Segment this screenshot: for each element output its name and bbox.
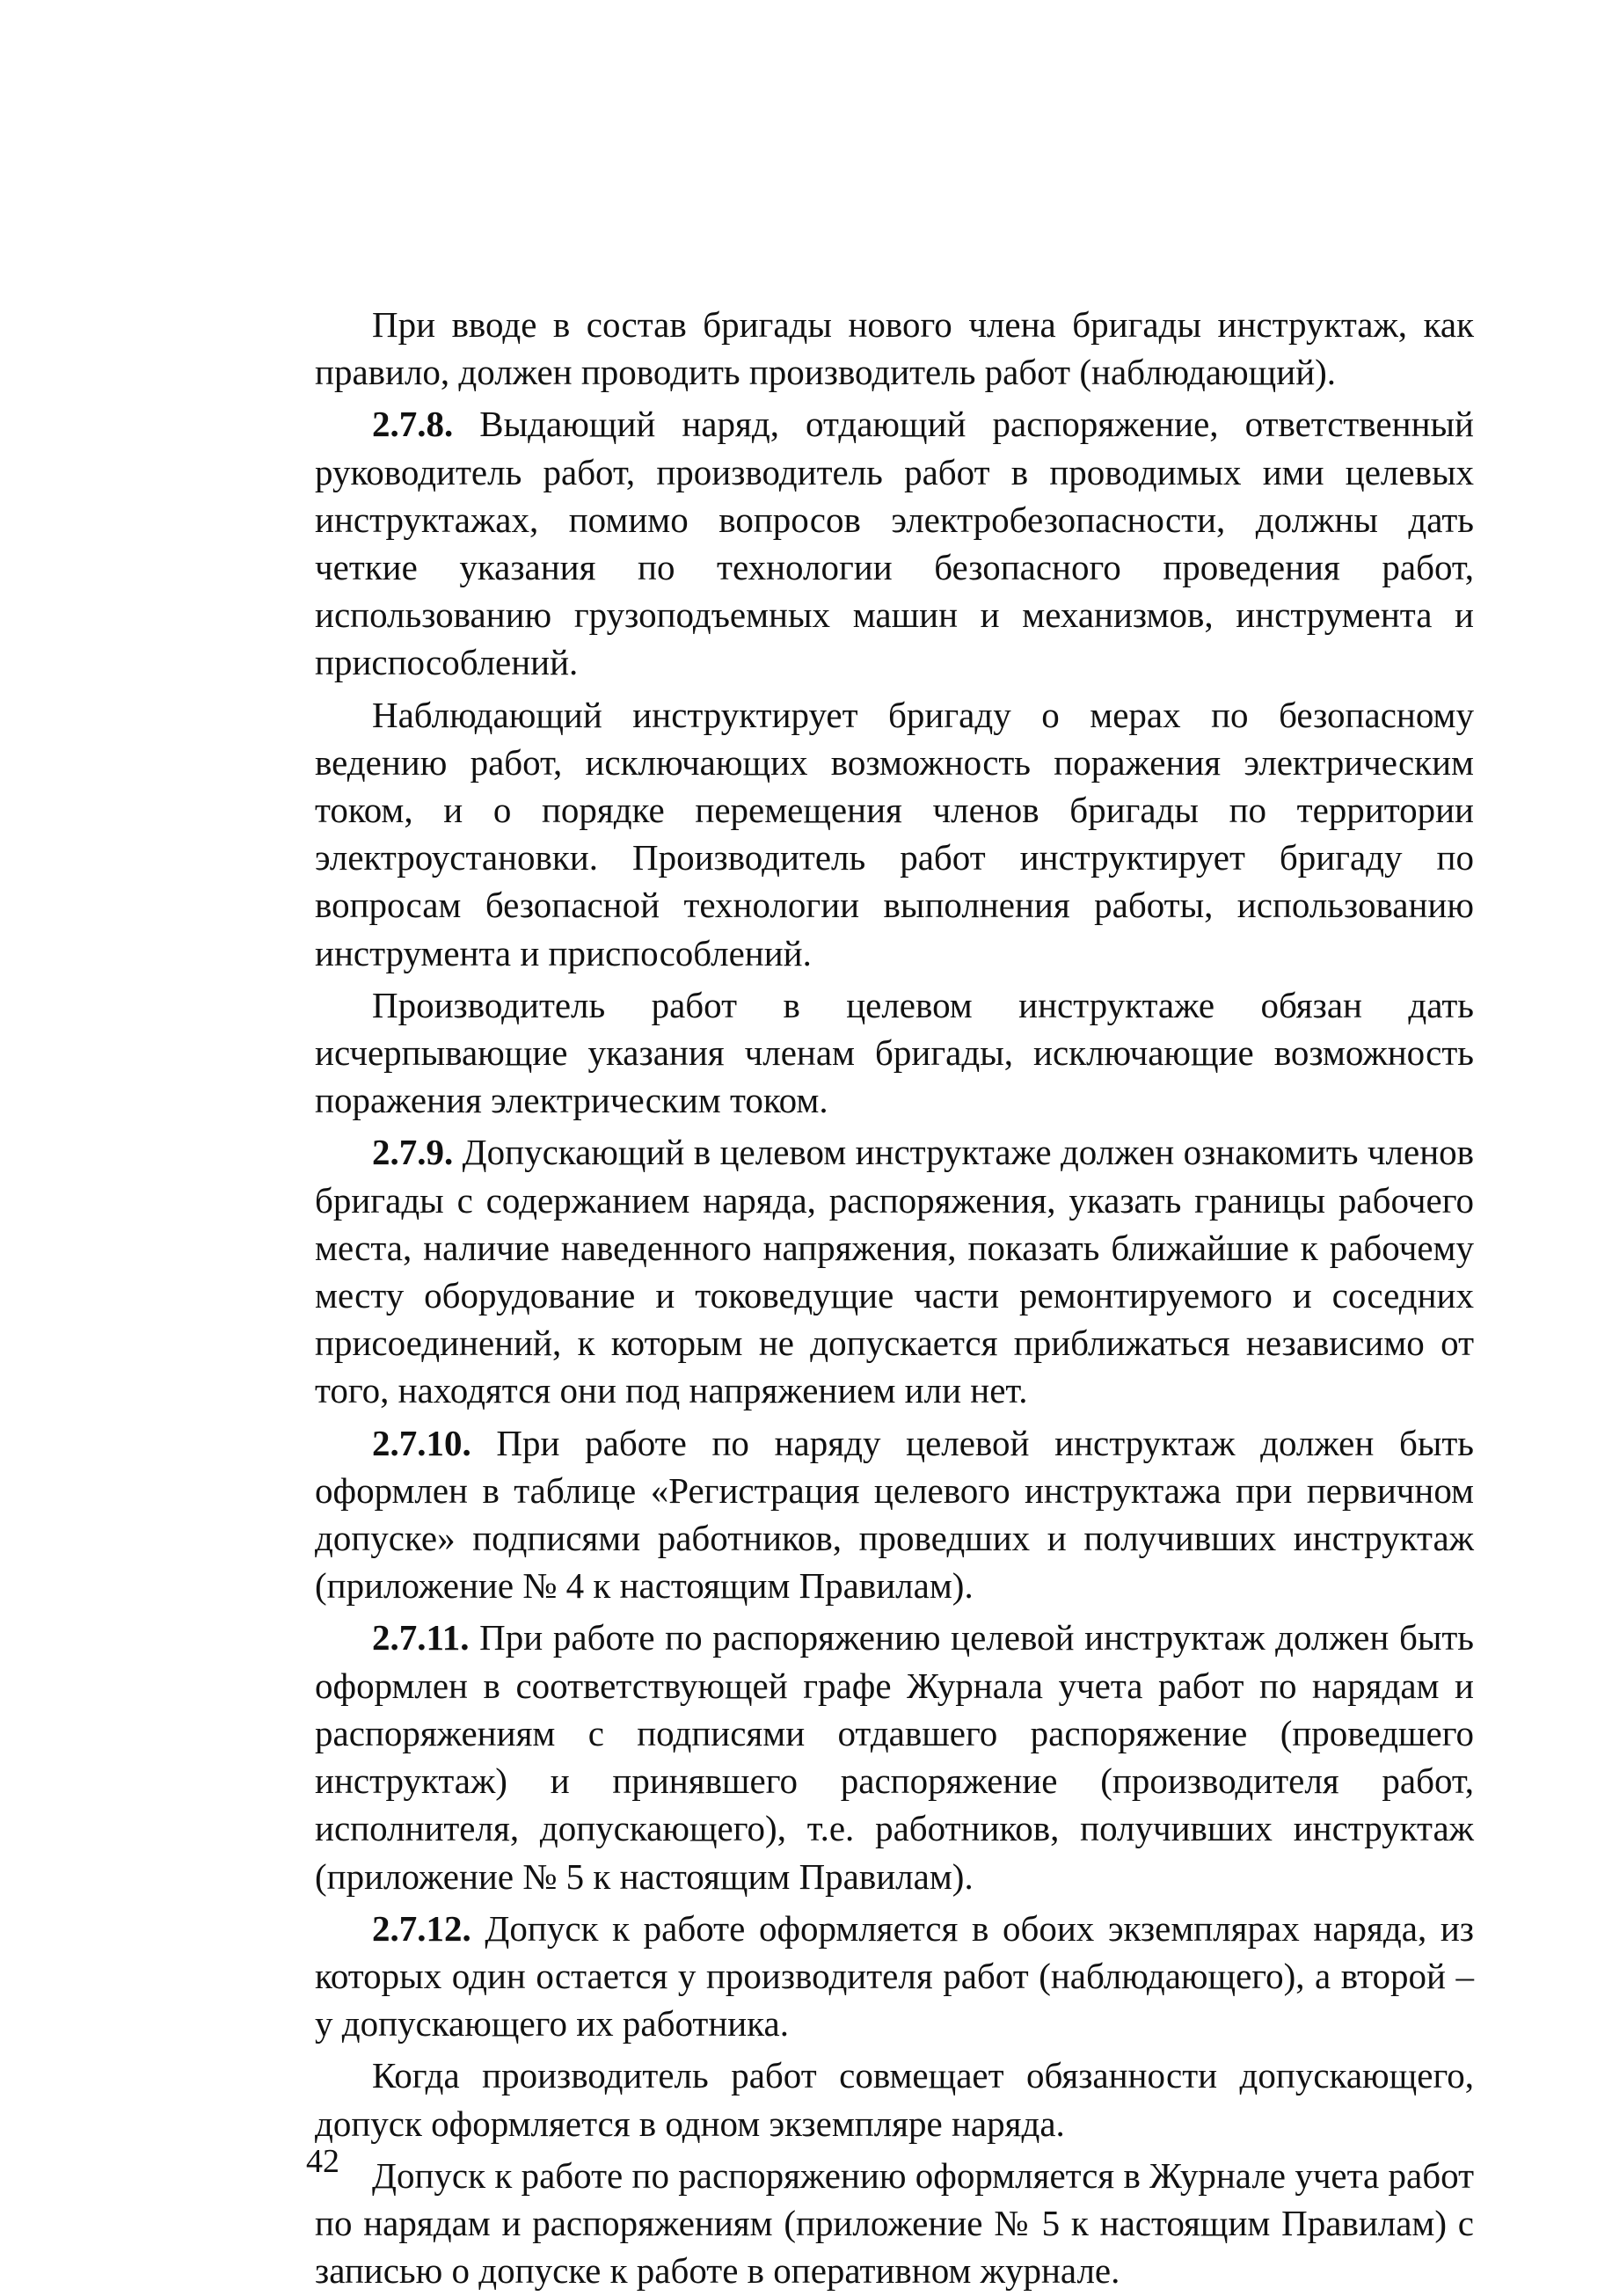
paragraph-text: При вводе в состав бригады нового члена бригады инструктаж, как правило, должен проводить производитель работ (наблюдающий). <box>315 304 1474 393</box>
paragraph-text: Наблюдающий инструктирует бригаду о мерах по безопасному ведению работ, исключающих возможность поражения электрическим током, и о порядке перемещения членов бригады по территории электроустановки. Производитель работ инструктирует бригаду по вопросам безопасной технологии выполнения работы, использованию инструмента и приспособлений. <box>315 694 1474 973</box>
clause-2-7-9 <box>315 1128 1474 1414</box>
paragraph-text: Производитель работ в целевом инструктаже обязан дать исчерпывающие указания членам бригады, исключающие возможность поражения электрическим током. <box>315 984 1474 1121</box>
paragraph <box>315 2052 1474 2147</box>
paragraph <box>315 301 1474 396</box>
paragraph-text: Выдающий наряд, отдающий распоряжение, ответственный руководитель работ, производитель работ в проводимых ими целевых инструктажах, помимо вопросов электробезопасности, должны дать четкие указания по технологии безопасного проведения работ, использованию грузоподъемных машин и механизмов, инструмента и приспособлений. <box>315 404 1474 683</box>
paragraph-text: Когда производитель работ совмещает обязанности допускающего, допуск оформляется в одном экземпляре наряда. <box>315 2055 1474 2144</box>
clause-2-7-12 <box>315 1905 1474 2048</box>
clause-number: 2.7.8. <box>372 404 454 445</box>
page-number: 42 <box>306 2143 339 2180</box>
paragraph-text: Допускающий в целевом инструктаже должен ознакомить членов бригады с содержанием наряда, распоряжения, указать границы рабочего места, наличие наведенного напряжения, показать ближайшие к рабочему месту оборудование и токоведущие части ремонтируемого и соседних присоединений, к которым не допускается приближаться независимо от того, находятся они под напряжением или нет. <box>315 1132 1474 1411</box>
clause-2-7-8 <box>315 400 1474 686</box>
paragraph <box>315 691 1474 977</box>
paragraph <box>315 2152 1474 2295</box>
clause-number: 2.7.11. <box>372 1617 470 1658</box>
paragraph-text: Допуск к работе по распоряжению оформляется в Журнале учета работ по нарядам и распоряжениям (приложение № 5 к настоящим Правилам) с записью о допуске к работе в оперативном журнале. <box>315 2154 1474 2292</box>
clause-number: 2.7.9. <box>372 1132 454 1173</box>
clause-number: 2.7.12. <box>372 1907 471 1949</box>
paragraph-text: При работе по наряду целевой инструктаж должен быть оформлен в таблице «Регистрация целевого инструктажа при первичном допуске» подписями работников, проведших и получивших инструктаж (приложение № 4 к настоящим Правилам). <box>315 1422 1474 1607</box>
paragraph <box>315 981 1474 1125</box>
clause-number: 2.7.10. <box>372 1422 471 1463</box>
clause-2-7-11 <box>315 1614 1474 1899</box>
clause-2-7-10 <box>315 1419 1474 1610</box>
paragraph-text: Допуск к работе оформляется в обоих экземплярах наряда, из которых один остается у производителя работ (наблюдающего), а второй – у допускающего их работника. <box>315 1907 1474 2045</box>
body-text <box>315 301 1474 2294</box>
paragraph-text: При работе по распоряжению целевой инструктаж должен быть оформлен в соответствующей графе Журнала учета работ по нарядам и распоряжениям с подписями отдавшего распоряжение (проведшего инструктаж) и принявшего распоряжение (производителя работ, исполнителя, допускающего), т.е. работников, получивших инструктаж (приложение № 5 к настоящим Правилам). <box>315 1617 1474 1897</box>
